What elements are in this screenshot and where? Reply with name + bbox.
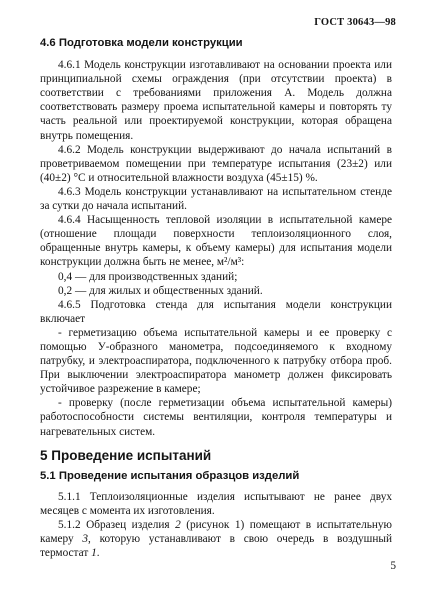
paragraph-4-6-5: 4.6.5 Подготовка стенда для испытания модели конструкции включает: [40, 298, 392, 325]
list-item-industrial: 0,4 — для производственных зданий;: [58, 270, 238, 283]
p512-text-b: (рисунок 1) помещают в испытательную камеру: [40, 519, 392, 546]
section-4-6-heading: 4.6 Подготовка модели конструкции: [40, 37, 243, 49]
p512-text-d: .: [96, 547, 100, 560]
list-item-check: - проверку (после герметизации объема испытательной камеры) работоспособности системы вентиляции, контроля температуры и нагревательных систем.: [40, 397, 392, 438]
p512-ref-sample: 2: [175, 519, 181, 531]
section-5-heading: 5 Проведение испытаний: [40, 447, 212, 463]
paragraph-4-6-2: 4.6.2 Модель конструкции выдерживают до начала испытаний в проветриваемом помещении при температуре испытания (23±2) или (40±2) °С и относительной влажности воздуха (45±15) %.: [40, 143, 392, 184]
page-content: [40, 36, 392, 560]
paragraph-5-1-1: 5.1.1 Теплоизоляционные изделия испытывают не ранее двух месяцев с момента их изготовления.: [40, 490, 392, 517]
section-5-1-heading: 5.1 Проведение испытания образцов изделий: [40, 469, 300, 482]
p512-ref-thermostat: 1: [91, 547, 97, 560]
paragraph-4-6-1: 4.6.1 Модель конструкции изготавливают на основании проекта или принципиальной схемы ограждения (при отсутствии проекта) в соответствии с требованиями приложения А. Модель должна соответствовать размеру проема испытательной камеры и повторять ту часть реальной или проектируемой конструкции, которая обращена внутрь помещения.: [40, 59, 392, 142]
p512-text-c: , которую устанавливают в свою очередь в воздушный термостат: [40, 533, 393, 560]
paragraph-5-1-2: [40, 518, 392, 560]
p512-text-a: 5.1.2 Образец изделия: [58, 519, 176, 531]
list-item-residential: 0,2 — для жилых и общественных зданий.: [58, 284, 263, 297]
paragraph-4-6-4: 4.6.4 Насыщенность тепловой изоляции в испытательной камере (отношение площади поверхности теплоизоляционного слоя, обращенные внутрь камеры, к объему камеры) для испытания модели конструкции должна быть не менее, м²/м³:: [40, 214, 392, 269]
list-item-sealing: - герметизацию объема испытательной камеры и ее проверку с помощью У-образного манометра, подсоединяемого к входному патрубку, и электроаспиратора, подключенного к патрубку отбора проб. При выключении электроаспиратора манометр должен фиксировать устойчивое разрежение в камере;: [40, 326, 392, 396]
p512-ref-chamber: 3: [82, 533, 89, 546]
paragraph-4-6-3: 4.6.3 Модель конструкции устанавливают на испытательном стенде за сутки до начала испытаний.: [40, 185, 392, 213]
document-code: ГОСТ 30643—98: [314, 17, 396, 28]
page-number: 5: [390, 560, 396, 572]
